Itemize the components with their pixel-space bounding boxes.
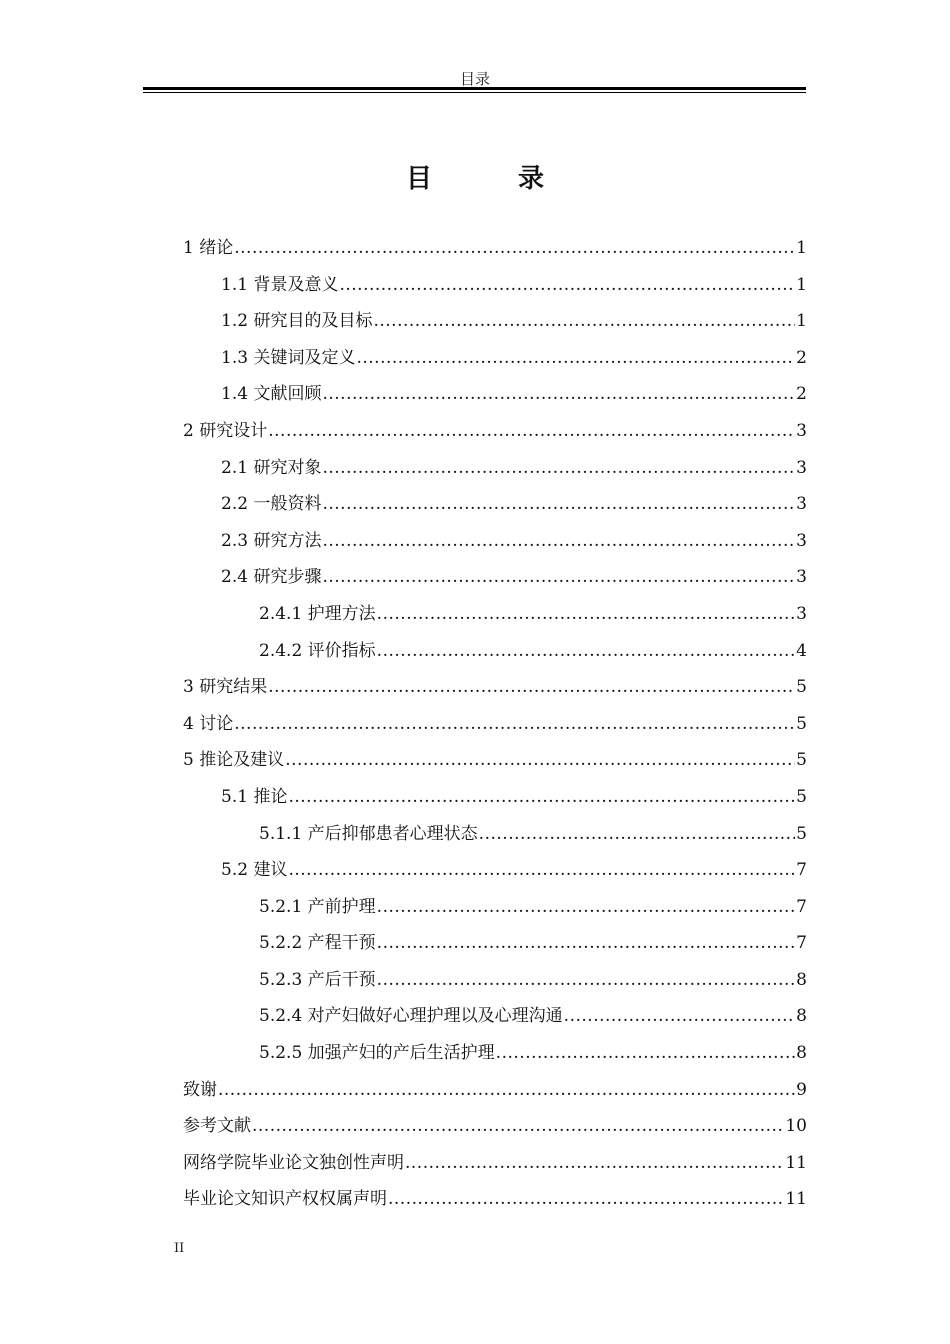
- header-rule-thin: [143, 92, 806, 93]
- toc-dot-leader: [377, 604, 796, 624]
- toc-entry[interactable]: [183, 819, 807, 856]
- toc-entry-page: 4: [796, 640, 807, 661]
- toc-dot-leader: [268, 421, 795, 441]
- toc-entry[interactable]: [183, 1038, 807, 1075]
- toc-entry-page: 5: [796, 786, 807, 807]
- toc-entry-page: 10: [785, 1116, 807, 1137]
- toc-entry-label: 毕业论文知识产权权属声明: [183, 1189, 387, 1210]
- toc-dot-leader: [377, 897, 796, 917]
- toc-entry[interactable]: [183, 270, 807, 307]
- toc-dot-leader: [564, 1006, 796, 1026]
- toc-entry-label: 1.4 文献回顾: [221, 384, 322, 405]
- toc-entry-label: 1 绪论: [183, 238, 234, 258]
- running-header: 目录: [459, 70, 490, 88]
- toc-entry[interactable]: [183, 306, 807, 343]
- toc-entry-page: 2: [796, 347, 807, 368]
- toc-entry-page: 1: [796, 311, 807, 332]
- toc-entry-page: 5: [796, 823, 807, 844]
- toc-dot-leader: [339, 275, 795, 295]
- toc-entry-label: 5.1 推论: [221, 786, 288, 807]
- toc-entry-label: 4 讨论: [183, 713, 234, 734]
- toc-entry[interactable]: [183, 782, 807, 819]
- toc-entry[interactable]: [183, 562, 807, 599]
- toc-entry-label: 5.2.3 产后干预: [259, 969, 376, 990]
- toc-entry-label: 1.2 研究目的及目标: [221, 311, 373, 332]
- toc-entry-page: 7: [796, 860, 807, 881]
- toc-entry[interactable]: [183, 599, 807, 636]
- toc-dot-leader: [285, 750, 795, 770]
- toc-dot-leader: [388, 1189, 784, 1209]
- toc-entry-page: 3: [796, 494, 807, 515]
- toc-entry-page: 8: [796, 1043, 807, 1064]
- toc-dot-leader: [479, 824, 796, 844]
- toc-entry-page: 1: [796, 238, 807, 258]
- toc-entry-label: 5.2.1 产前护理: [259, 896, 376, 917]
- page-number: II: [174, 1241, 185, 1256]
- toc-entry-label: 网络学院毕业论文独创性声明: [183, 1152, 404, 1173]
- toc-dot-leader: [322, 384, 795, 404]
- toc-entry[interactable]: [183, 1111, 807, 1148]
- toc-entry-page: 3: [796, 567, 807, 588]
- toc-entry-page: 3: [796, 457, 807, 478]
- header-rule-thick: [143, 87, 806, 90]
- toc-entry-label: 5 推论及建议: [183, 750, 285, 771]
- toc-dot-leader: [322, 494, 795, 514]
- toc-entry[interactable]: [183, 855, 807, 892]
- toc-entry-page: 11: [785, 1152, 807, 1173]
- toc-dot-leader: [288, 860, 795, 880]
- toc-entry-label: 5.2.4 对产妇做好心理护理以及心理沟通: [259, 1006, 563, 1027]
- toc-entry[interactable]: [183, 709, 807, 746]
- toc-entry[interactable]: [183, 233, 807, 270]
- toc-entry-label: 2.4 研究步骤: [221, 567, 322, 588]
- toc-entry-page: 3: [796, 530, 807, 551]
- toc-dot-leader: [288, 787, 795, 807]
- toc-entry[interactable]: [183, 892, 807, 929]
- toc-entry-page: 1: [796, 274, 807, 295]
- toc-entry[interactable]: [183, 672, 807, 709]
- toc-entry-page: 5: [796, 750, 807, 771]
- toc-dot-leader: [322, 458, 795, 478]
- toc-entry[interactable]: [183, 636, 807, 673]
- toc-entry-page: 3: [796, 420, 807, 441]
- toc-dot-leader: [322, 531, 795, 551]
- toc-entry-page: 8: [796, 969, 807, 990]
- toc-entry-page: 8: [796, 1006, 807, 1027]
- toc-entry[interactable]: [183, 379, 807, 416]
- toc-dot-leader: [234, 714, 795, 734]
- toc-entry[interactable]: [183, 416, 807, 453]
- toc-entry-label: 5.2.5 加强产妇的产后生活护理: [259, 1043, 495, 1064]
- toc-entry-page: 7: [796, 933, 807, 954]
- toc-entry-page: 3: [796, 603, 807, 624]
- toc-entry[interactable]: [183, 526, 807, 563]
- toc-entry-label: 5.2 建议: [221, 860, 288, 881]
- toc-entry-label: 5.1.1 产后抑郁患者心理状态: [259, 823, 478, 844]
- toc-entry[interactable]: [183, 1148, 807, 1185]
- toc-entry-label: 致谢: [183, 1079, 217, 1100]
- toc-entry-label: 2.4.2 评价指标: [259, 640, 376, 661]
- toc-entry-label: 1.1 背景及意义: [221, 274, 339, 295]
- toc-entry[interactable]: [183, 1184, 807, 1221]
- toc-dot-leader: [496, 1043, 796, 1063]
- table-of-contents: [183, 233, 807, 1221]
- toc-dot-leader: [405, 1153, 784, 1173]
- toc-entry-label: 参考文献: [183, 1116, 251, 1137]
- toc-dot-leader: [234, 238, 795, 258]
- toc-entry[interactable]: [183, 928, 807, 965]
- toc-entry[interactable]: [183, 453, 807, 490]
- toc-entry-page: 2: [796, 384, 807, 405]
- toc-entry-page: 7: [796, 896, 807, 917]
- toc-dot-leader: [373, 311, 795, 331]
- toc-entry-label: 1.3 关键词及定义: [221, 347, 356, 368]
- toc-entry[interactable]: [183, 343, 807, 380]
- toc-entry-page: 5: [796, 677, 807, 698]
- toc-dot-leader: [218, 1080, 795, 1100]
- toc-entry-label: 5.2.2 产程干预: [259, 933, 376, 954]
- toc-dot-leader: [377, 641, 796, 661]
- toc-dot-leader: [252, 1116, 784, 1136]
- toc-entry[interactable]: [183, 745, 807, 782]
- toc-entry-label: 2.4.1 护理方法: [259, 603, 376, 624]
- toc-entry[interactable]: [183, 489, 807, 526]
- toc-title: 目 录: [405, 164, 574, 194]
- toc-entry-page: 11: [785, 1189, 807, 1210]
- toc-entry[interactable]: [183, 965, 807, 1002]
- toc-entry[interactable]: [183, 1075, 807, 1112]
- toc-entry-page: 9: [796, 1079, 807, 1100]
- toc-entry[interactable]: [183, 1001, 807, 1038]
- toc-entry-label: 2.3 研究方法: [221, 530, 322, 551]
- toc-dot-leader: [268, 677, 795, 697]
- toc-entry-label: 2 研究设计: [183, 420, 268, 441]
- toc-dot-leader: [322, 567, 795, 587]
- toc-entry-page: 5: [796, 713, 807, 734]
- toc-dot-leader: [377, 970, 796, 990]
- toc-entry-label: 2.1 研究对象: [221, 457, 322, 478]
- toc-entry-label: 3 研究结果: [183, 677, 268, 698]
- toc-dot-leader: [377, 933, 796, 953]
- toc-entry-label: 2.2 一般资料: [221, 494, 322, 515]
- toc-dot-leader: [356, 348, 795, 368]
